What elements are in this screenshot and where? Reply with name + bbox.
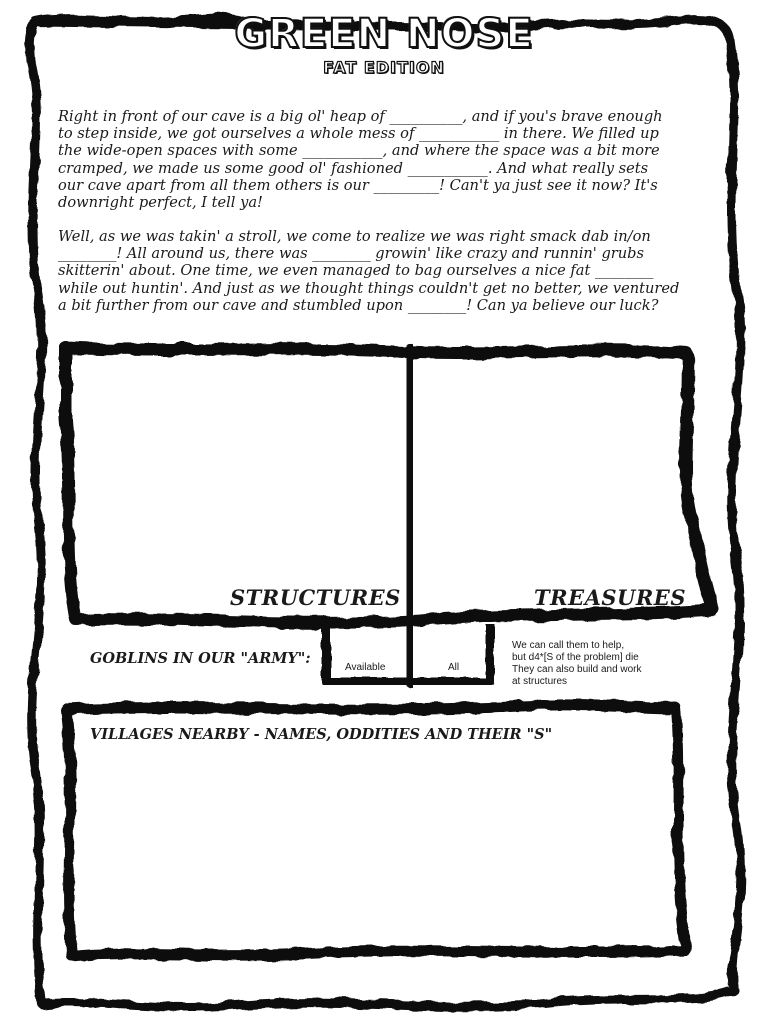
treasures-label: TREASURES	[534, 585, 686, 610]
goblin-army-label: GOBLINS IN OUR "ARMY":	[90, 650, 311, 667]
page-subtitle: FAT EDITION	[323, 58, 445, 77]
structures-treasures-divider	[407, 352, 412, 680]
story-paragraph-cave: Right in front of our cave is a big ol' heap of __________, and if you's brave enough to step inside, we got ourselves a whole mess of ___________ in there. We filled up the wide-open spaces with some ___________, and where the space was a bit more cramped, we made us some good ol' fashioned ___________. And what really sets our cave apart from all them others is our _________! Can't ya just see it now? It's downright perfect, I tell ya!	[58, 108, 663, 212]
villages-nearby-label: VILLAGES NEARBY - NAMES, ODDITIES AND THEIR "S"	[90, 726, 553, 743]
army-all-label: All	[448, 662, 460, 673]
page-title: GREEN NOSE	[234, 11, 534, 57]
story-paragraph-stroll: Well, as we was takin' a stroll, we come to realize we was right smack dab in/on ________! All around us, there was ________ growin' like crazy and runnin' grubs skitterin' about. One time, we even managed to bag ourselves a nice fat ________ while out huntin'. And just as we thought things couldn't get no better, we ventured a bit further from our cave and stumbled upon ________! Can ya believe our luck?	[58, 228, 680, 314]
army-available-label: Available	[345, 662, 386, 673]
structures-treasures-frame	[66, 348, 714, 623]
structures-label: STRUCTURES	[230, 585, 401, 610]
army-help-note: We can call them to help, but d4*[S of the problem] die They can also build and work at structures	[512, 640, 642, 687]
